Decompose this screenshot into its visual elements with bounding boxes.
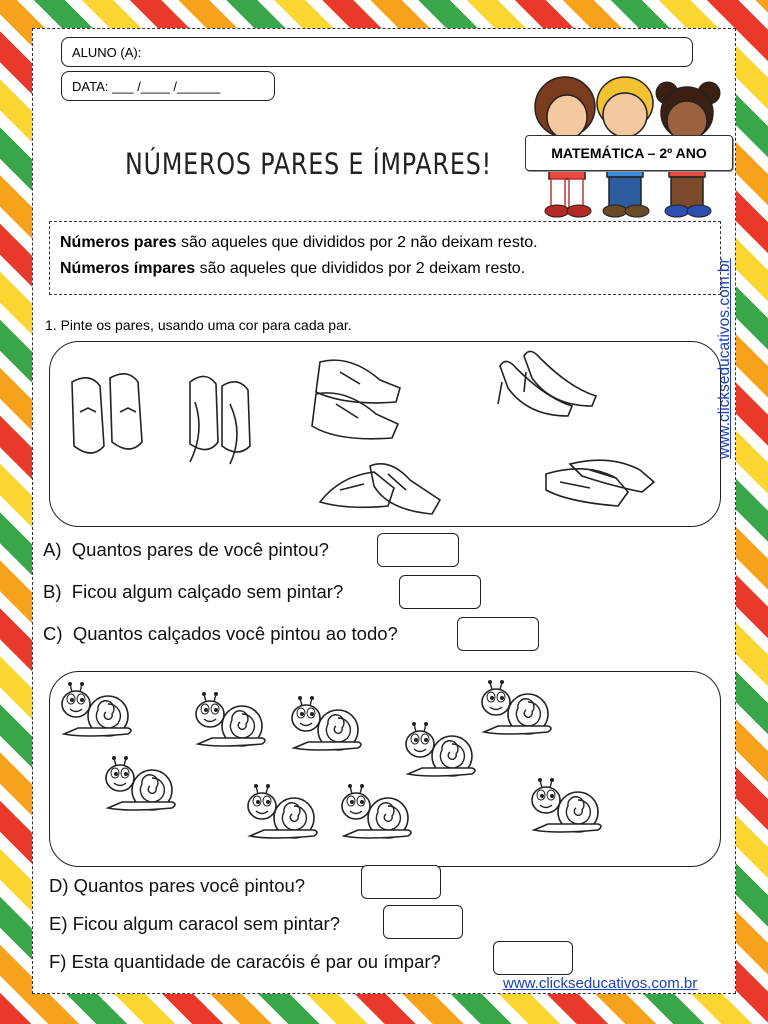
question-c bbox=[43, 623, 398, 645]
snail-4[interactable] bbox=[406, 722, 475, 776]
shoe-pair-ballet[interactable] bbox=[190, 376, 250, 464]
snail-6[interactable] bbox=[106, 756, 175, 810]
exercise1-instruction: 1. Pinte os pares, usando uma cor para cada par. bbox=[45, 317, 352, 333]
shoe-pair-sneakers-top[interactable] bbox=[312, 360, 400, 439]
question-b bbox=[43, 581, 343, 603]
snail-2[interactable] bbox=[196, 692, 265, 746]
shoe-pair-heels[interactable] bbox=[498, 351, 596, 416]
shoes-panel bbox=[49, 341, 721, 527]
odd-definition bbox=[60, 256, 710, 282]
question-c-letter: C) bbox=[43, 623, 63, 644]
subject-badge: MATEMÁTICA – 2º ANO bbox=[525, 135, 733, 171]
question-c-text: Quantos calçados você pintou ao todo? bbox=[72, 623, 398, 644]
question-f: F) Esta quantidade de caracóis é par ou ímpar? bbox=[49, 951, 441, 972]
odd-term: Números ímpares bbox=[60, 260, 196, 277]
page-title: NÚMEROS PARES E ÍMPARES! bbox=[125, 147, 492, 181]
even-definition bbox=[60, 230, 710, 256]
student-name-label: ALUNO (A): bbox=[72, 44, 142, 60]
snail-3[interactable] bbox=[292, 696, 361, 750]
odd-text: são aqueles que divididos por 2 deixam resto. bbox=[195, 260, 526, 277]
bottom-website-link[interactable]: www.clickseducativos.com.br bbox=[503, 975, 698, 992]
shoe-pair-sneakers-right[interactable] bbox=[546, 460, 654, 506]
snails-illustration bbox=[50, 672, 720, 866]
even-term: Números pares bbox=[60, 234, 177, 251]
answer-box-d[interactable] bbox=[361, 865, 441, 899]
snail-9[interactable] bbox=[532, 778, 601, 832]
answer-box-a[interactable] bbox=[377, 533, 459, 567]
snail-7[interactable] bbox=[248, 784, 317, 838]
snail-1[interactable] bbox=[62, 682, 131, 736]
shoe-pair-flats[interactable] bbox=[72, 374, 142, 453]
date-label: DATA: ___ /____ /______ bbox=[72, 78, 221, 94]
vertical-website-link[interactable]: www.clickseducativos.com.br bbox=[716, 258, 733, 459]
student-name-field[interactable] bbox=[61, 37, 693, 67]
question-a-text: Quantos pares de você pintou? bbox=[71, 539, 329, 560]
question-b-letter: B) bbox=[43, 581, 62, 602]
shoes-illustration bbox=[50, 342, 720, 526]
answer-box-e[interactable] bbox=[383, 905, 463, 939]
snail-5[interactable] bbox=[482, 680, 551, 734]
question-a-letter: A) bbox=[43, 539, 62, 560]
snail-8[interactable] bbox=[342, 784, 411, 838]
question-a bbox=[43, 539, 329, 561]
question-b-text: Ficou algum calçado sem pintar? bbox=[71, 581, 344, 602]
answer-box-b[interactable] bbox=[399, 575, 481, 609]
question-d: D) Quantos pares você pintou? bbox=[49, 875, 306, 896]
answer-box-c[interactable] bbox=[457, 617, 539, 651]
even-text: são aqueles que divididos por 2 não deixam resto. bbox=[176, 234, 538, 251]
worksheet-page bbox=[32, 28, 736, 994]
answer-box-f[interactable] bbox=[493, 941, 573, 975]
shoe-pair-sneakers-bottom[interactable] bbox=[320, 464, 440, 514]
snails-panel bbox=[49, 671, 721, 867]
date-field[interactable] bbox=[61, 71, 275, 101]
definitions-box bbox=[49, 221, 721, 295]
question-e: E) Ficou algum caracol sem pintar? bbox=[49, 913, 340, 934]
